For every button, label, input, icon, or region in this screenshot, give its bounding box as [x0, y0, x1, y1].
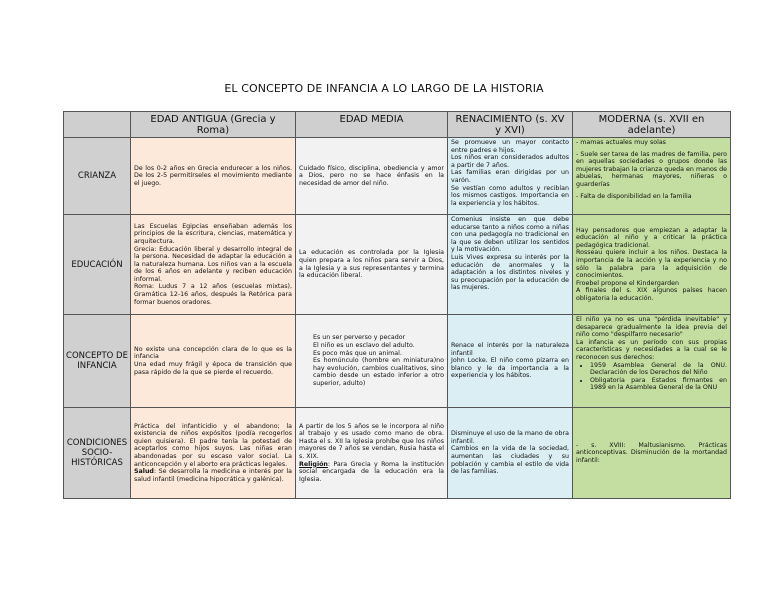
text-line: Grecia: Educación liberal y desarrollo integral de la persona. Necesidad de adaptar la educación a la naturaleza humana. Los niños van a la escuela de los 6 años en adelante y reciben educación informal. — [134, 245, 292, 283]
salud-label: Salud — [134, 468, 154, 476]
concepto-moderna — [573, 315, 731, 408]
condiciones-media — [296, 408, 448, 499]
text-line: A finales del s. XIX algunos países hacen obligatoria la educación. — [576, 287, 727, 302]
row-concepto — [64, 315, 731, 408]
text-span: : Para Grecia y Roma la institución social encargada de la educación era la Iglesia. — [299, 460, 444, 483]
text-line — [134, 468, 292, 483]
text-line: Se vestían como adultos y recibían los mismos castigos. Importancia en la experiencia y los hábitos. — [451, 184, 569, 207]
text-line: A partir de los 5 años se le incorpora al niño al trabajo y es usado como mano de obra. Hasta el s. XII la Iglesia prohíbe que los niños mayores de 7 años se vendan, Rusia hasta el s. XIX. — [299, 422, 444, 460]
text-line: Luis Vives expresa su interés por la educación de anormales y la adaptación a los distintos niveles y su preocupación por la educación de las mujeres. — [451, 253, 569, 292]
header-media: EDAD MEDIA — [296, 112, 448, 138]
header-renacimiento: RENACIMIENTO (s. XV y XVI) — [448, 112, 573, 138]
text-line: Cambios en la vida de la sociedad, aumentan las ciudades y su población y cambia el estilo de vida de las familias. — [451, 445, 569, 476]
history-table — [63, 111, 731, 499]
educacion-media: La educación es controlada por la Iglesia quien prepara a los niños para servir a Dios, a la Iglesia y a sus representantes y termina la educación liberal. — [296, 215, 448, 315]
header-moderna: MODERNA (s. XVII en adelante) — [573, 112, 731, 138]
text-line: Roma: Ludus 7 a 12 años (escuelas mixtas), Gramática 12-16 años, después la Retórica para formar buenos oradores. — [134, 283, 292, 306]
header-row — [64, 112, 731, 138]
crianza-moderna — [573, 138, 731, 215]
text-line: - Suele ser tarea de las madres de familia, pero en aquellas sociedades o grupos donde las mujeres trabajan la crianza queda en manos de abuelas, hermanas mayores, niñeras o guarderías — [576, 150, 727, 188]
text-line: - Falta de disponibilidad en la familia — [576, 192, 692, 200]
condiciones-moderna: - s. XVIII: Maltusianismo. Prácticas anticonceptivas. Disminución de la mortandad infantil: — [573, 408, 731, 499]
row-label-crianza: CRIANZA — [64, 138, 131, 215]
page-title: EL CONCEPTO DE INFANCIA A LO LARGO DE LA HISTORIA — [224, 82, 544, 95]
text-line: - mamas actuales muy solas — [576, 139, 666, 146]
condiciones-antigua — [131, 408, 296, 499]
text-line: Rosseau quiere incluir a los niños. Destaca la importancia de la acción y la experiencia y no sólo la palabra para la adquisición de conocimientos. — [576, 249, 727, 280]
concepto-renacimiento — [448, 315, 573, 408]
row-educacion — [64, 215, 731, 315]
concepto-antigua — [131, 315, 296, 408]
text-line: John Locke. El niño como pizarra en blanco y le da importancia a la experiencia y los hábitos. — [451, 357, 569, 380]
educacion-moderna — [573, 215, 731, 315]
text-line: Es homúnculo (hombre en miniatura)no hay evolución, cambios cualitativos, sino cambio desde un estado inferior a otro superior, adulto) — [313, 357, 444, 387]
row-crianza — [64, 138, 731, 215]
text-line: Es poco más que un animal. — [313, 349, 402, 357]
text-line: La infancia es un período con sus propias características y necesidades a la cual se le reconocen sus derechos: — [576, 338, 727, 361]
header-antigua: EDAD ANTIGUA (Grecia y Roma) — [131, 112, 296, 138]
text-line: Práctica del infanticidio y el abandono; la existencia de niños expósitos (podía recogerlos quien quisiera). El padre tenía la potestad de aceptarlos como hijos suyos. Las niñas eran abandonadas por su escaso valor social. La anticoncepción y el aborto era prácticas legales. — [134, 422, 292, 468]
rights-list — [576, 362, 727, 392]
list-item: • Obligatoria para Estados firmantes en 1989 en la Asamblea General de la ONU — [590, 377, 727, 392]
list-item: • 1959 Asamblea General de la ONU. Declaración de los Derechos del Niño — [590, 362, 727, 377]
crianza-media: Cuidado físico, disciplina, obediencia y amor a Dios, pero no se hace énfasis en la necesidad de amor del niño. — [296, 138, 448, 215]
row-label-condiciones: CONDICIONES SOCIO-HISTÓRICAS — [64, 408, 131, 499]
text-line: Froebel propone el Kindergarden — [576, 279, 680, 287]
text-line: El niño ya no es una "pérdida inevitable" y desaparece gradualmente la idea previa del niño como "despilfarro necesario" — [576, 316, 727, 339]
text-line: Una edad muy frágil y época de transición que pasa rápido de la que se pierde el recuerdo. — [134, 361, 292, 376]
crianza-antigua: De los 0-2 años en Grecia endurecer a los niños. De los 2-5 permitírseles el movimiento mediante el juego. — [131, 138, 296, 215]
corner-cell — [64, 112, 131, 138]
text-line: No existe una concepción clara de lo que es la infancia — [134, 345, 292, 361]
text-line — [299, 461, 444, 484]
text-line: El niño es un esclavo del adulto. — [313, 342, 415, 350]
text-line: Renace el interés por la naturaleza infantil — [451, 342, 569, 357]
text-line: Comenius insiste en que debe educarse tanto a niños como a niñas con una pedagogía no tradicional en la que se deben utilizar los sentidos y la motivación. — [451, 216, 569, 254]
text-span: : Se desarrolla la medicina e interés por la salud infantil (medicina hipocrática y galénica). — [134, 468, 292, 483]
educacion-renacimiento — [448, 215, 573, 315]
educacion-antigua — [131, 215, 296, 315]
row-label-concepto: CONCEPTO DE INFANCIA — [64, 315, 131, 408]
concepto-media — [296, 315, 448, 408]
text-line: Las Escuelas Egipcias enseñaban además los principios de la escritura, ciencias, matemática y arquitectura. — [134, 222, 292, 245]
crianza-renacimiento — [448, 138, 573, 215]
text-line: Los niños eran considerados adultos a partir de 7 años. — [451, 154, 569, 169]
text-line: Las familias eran dirigidas por un varón. — [451, 169, 569, 184]
condiciones-renacimiento — [448, 408, 573, 499]
text-line: Es un ser perverso y pecador — [313, 334, 406, 342]
text-line: Hay pensadores que empiezan a adaptar la educación al niño y a criticar la práctica pedagógica tradicional. — [576, 226, 727, 249]
text-line: Se promueve un mayor contacto entre padres e hijos. — [451, 139, 569, 154]
row-label-educacion: EDUCACIÓN — [64, 215, 131, 315]
row-condiciones — [64, 408, 731, 499]
text-line: Disminuye el uso de la mano de obra infantil. — [451, 430, 569, 445]
religion-label: Religión — [299, 460, 328, 468]
